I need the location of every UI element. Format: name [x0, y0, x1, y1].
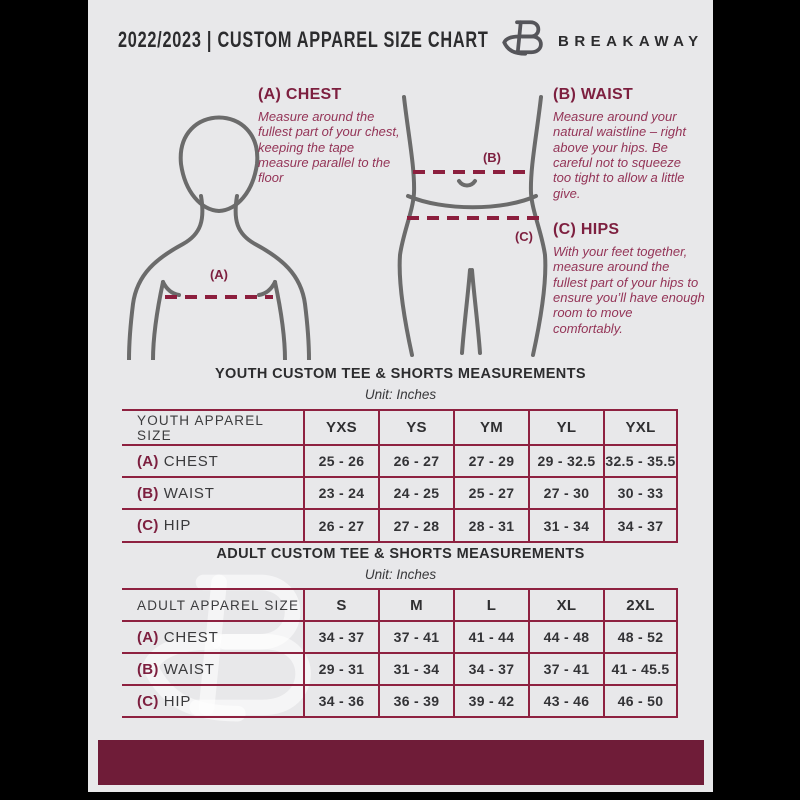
row-label: WAIST	[163, 660, 215, 678]
value-cell: 34 - 36	[303, 686, 378, 716]
value-cell: 26 - 27	[303, 510, 378, 541]
value-cell: 34 - 37	[603, 510, 678, 541]
value-cell: 46 - 50	[603, 686, 678, 716]
value-cell: 37 - 41	[378, 622, 453, 652]
value-cell: 24 - 25	[378, 478, 453, 508]
value-cell: 30 - 33	[603, 478, 678, 508]
row-label: HIP	[163, 692, 192, 710]
youth-table-title: YOUTH CUSTOM TEE & SHORTS MEASUREMENTS	[214, 366, 586, 382]
size-col-l: L	[453, 590, 528, 620]
size-col-yl: YL	[528, 411, 603, 444]
youth-table-header-row	[122, 411, 678, 446]
value-cell: 26 - 27	[378, 446, 453, 476]
row-prefix: (B)	[137, 660, 159, 678]
adult-apparel-size-header: ADULT APPAREL SIZE	[137, 597, 300, 613]
hips-guide-heading: (C) HIPS	[553, 221, 620, 238]
brand-wordmark: BREAKAWAY	[558, 33, 704, 50]
size-col-xl: XL	[528, 590, 603, 620]
value-cell: 25 - 26	[303, 446, 378, 476]
youth-chest-row	[122, 446, 678, 478]
adult-waist-row	[122, 654, 678, 686]
chest-figure-label: (A)	[209, 267, 229, 282]
row-label: CHEST	[163, 628, 219, 646]
row-label: CHEST	[163, 452, 219, 470]
adult-chest-row	[122, 622, 678, 654]
value-cell: 39 - 42	[453, 686, 528, 716]
value-cell: 41 - 44	[453, 622, 528, 652]
size-col-yxs: YXS	[303, 411, 378, 444]
value-cell: 27 - 29	[453, 446, 528, 476]
row-prefix: (A)	[137, 452, 159, 470]
value-cell: 43 - 46	[528, 686, 603, 716]
value-cell: 28 - 31	[453, 510, 528, 541]
value-cell: 36 - 39	[378, 686, 453, 716]
row-prefix: (C)	[137, 692, 159, 710]
value-cell: 31 - 34	[378, 654, 453, 684]
waist-guide-body: Measure around your natural waistline – right above your hips. Be careful not to squeeze too tight to allow a little give.	[553, 109, 686, 201]
hips-guide-body: With your feet together, measure around the fullest part of your hips to ensure you’ll have enough room to move comfortably.	[553, 244, 705, 336]
size-col-ym: YM	[453, 411, 528, 444]
value-cell: 48 - 52	[603, 622, 678, 652]
waist-guide-heading: (B) WAIST	[553, 86, 634, 103]
value-cell: 25 - 27	[453, 478, 528, 508]
page-title: 2022/2023 | CUSTOM APPAREL SIZE CHART	[118, 27, 489, 52]
chest-guide-heading: (A) CHEST	[258, 86, 342, 103]
tables-layer	[88, 0, 713, 792]
value-cell: 31 - 34	[528, 510, 603, 541]
youth-hip-row	[122, 510, 678, 543]
value-cell: 41 - 45.5	[603, 654, 678, 684]
row-label: HIP	[163, 517, 192, 534]
hips-figure-label: (C)	[514, 229, 534, 244]
row-label: WAIST	[163, 484, 215, 502]
value-cell: 23 - 24	[303, 478, 378, 508]
value-cell: 34 - 37	[303, 622, 378, 652]
row-prefix: (C)	[137, 517, 159, 534]
value-cell: 32.5 - 35.5	[603, 446, 678, 476]
waist-figure-label: (B)	[482, 150, 502, 165]
youth-waist-row	[122, 478, 678, 510]
value-cell: 27 - 28	[378, 510, 453, 541]
adult-hip-row	[122, 686, 678, 718]
row-prefix: (A)	[137, 628, 159, 646]
size-col-m: M	[378, 590, 453, 620]
chest-guide-body: Measure around the fullest part of your chest, keeping the tape measure parallel to the floor	[258, 109, 400, 186]
row-prefix: (B)	[137, 484, 159, 502]
value-cell: 29 - 31	[303, 654, 378, 684]
size-col-ys: YS	[378, 411, 453, 444]
size-col-s: S	[303, 590, 378, 620]
size-chart-page	[88, 0, 713, 792]
youth-table-unit: Unit: Inches	[364, 387, 437, 402]
adult-table-header-row	[122, 590, 678, 622]
value-cell: 34 - 37	[453, 654, 528, 684]
size-col-yxl: YXL	[603, 411, 678, 444]
adult-size-table	[122, 588, 678, 718]
footer-accent-bar	[98, 740, 704, 785]
value-cell: 44 - 48	[528, 622, 603, 652]
adult-table-title: ADULT CUSTOM TEE & SHORTS MEASUREMENTS	[216, 546, 585, 562]
value-cell: 27 - 30	[528, 478, 603, 508]
value-cell: 37 - 41	[528, 654, 603, 684]
youth-size-table	[122, 409, 678, 543]
value-cell: 29 - 32.5	[528, 446, 603, 476]
size-col-2xl: 2XL	[603, 590, 678, 620]
youth-apparel-size-header: YOUTH APPAREL SIZE	[137, 412, 264, 443]
adult-table-unit: Unit: Inches	[364, 567, 437, 582]
